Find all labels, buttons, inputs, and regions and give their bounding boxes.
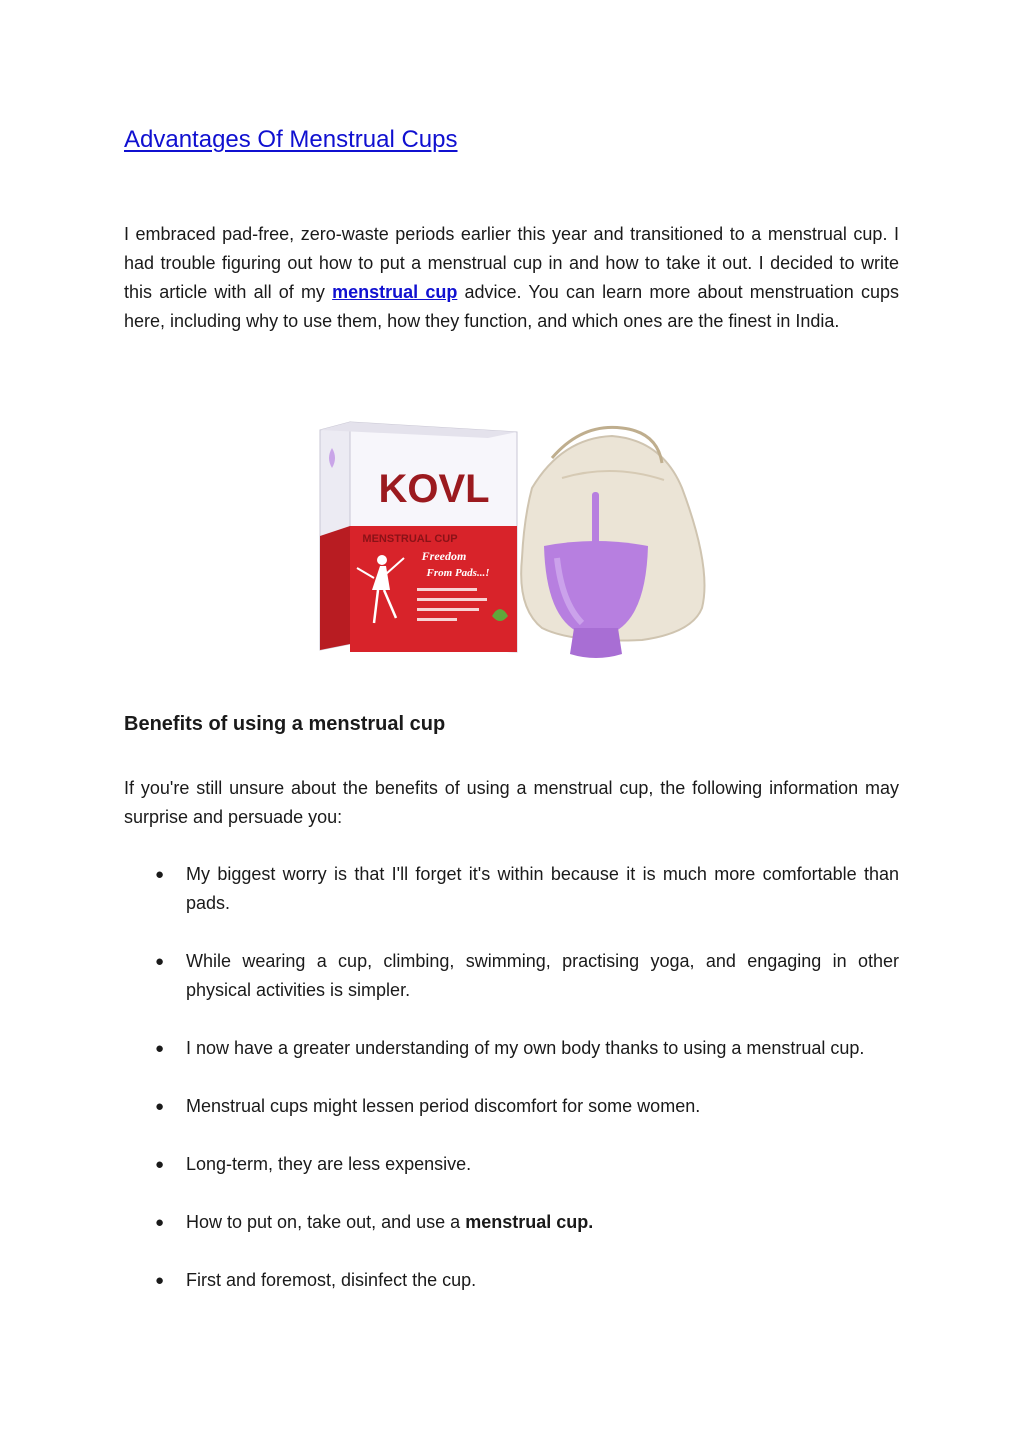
list-item-text: Menstrual cups might lessen period discomfort for some women. [186,1096,701,1116]
list-item-text: My biggest worry is that I'll forget it's within because it is much more comfortable than pads. [186,864,899,913]
list-item-text: I now have a greater understanding of my own body thanks to using a menstrual cup. [186,1038,865,1058]
article-title-link[interactable]: Advantages Of Menstrual Cups [124,126,458,153]
list-item-text: First and foremost, disinfect the cup. [186,1270,477,1290]
bullet-dot: ● [155,953,165,970]
bullet-dot: ● [155,1156,165,1173]
benefits-heading: Benefits of using a menstrual cup [124,713,446,735]
list-item-text: Long-term, they are less expensive. [186,1154,472,1174]
intro-text-before: I embraced pad-free, zero-waste periods earlier this year and transitioned to a menstrual cup. I had trouble figuring out how to put a menstrual cup in and how to take it out. I decided to write this article with all of my [124,224,899,302]
bullet-dot: ● [155,1272,165,1289]
box-brand: KOVL [378,467,490,511]
list-item-text-bold: menstrual cup. [465,1212,594,1232]
box-label: MENSTRUAL CUP [362,533,458,545]
menstrual-cup-link[interactable]: menstrual cup [332,282,458,302]
bullet-dot: ● [155,866,165,883]
benefits-intro-paragraph: If you're still unsure about the benefits of using a menstrual cup, the following information may surprise and persuade you: [124,778,899,827]
box-tagline-2: From Pads...! [426,567,490,579]
intro-paragraph [124,220,899,336]
bullet-dot: ● [155,1040,165,1057]
list-item-text: While wearing a cup, climbing, swimming, practising yoga, and engaging in other physical activities is simpler. [186,951,899,1000]
product-photo [312,418,712,680]
bullet-dot: ● [155,1098,165,1115]
box-tagline-1: Freedom [421,549,467,563]
product-box-icon [320,422,517,652]
bullet-dot: ● [155,1214,165,1231]
list-item-text [186,1208,899,1237]
intro-text-after: advice. You can learn more about menstruation cups here, including why to use them, how they function, and which ones are the finest in India. [124,282,900,331]
list-item-text-plain: How to put on, take out, and use a [186,1212,466,1232]
